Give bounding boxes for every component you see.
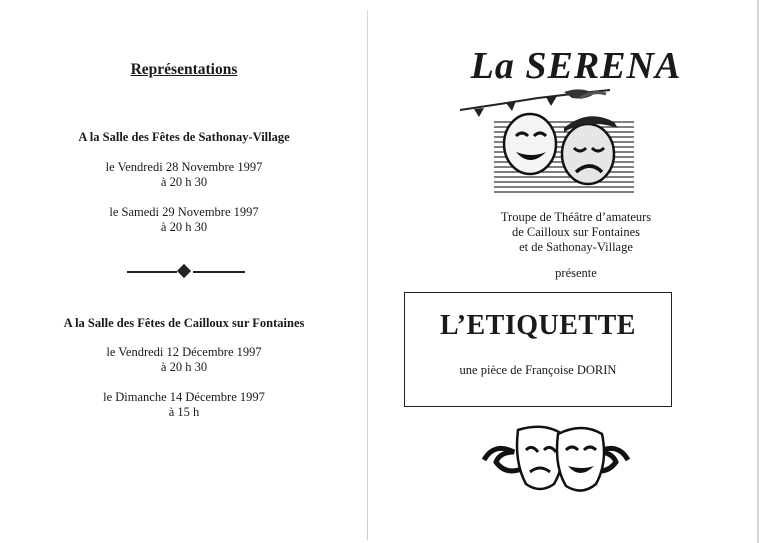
troupe-description bbox=[384, 210, 768, 255]
venue-cailloux-title: A la Salle des Fêtes de Cailloux sur Fontaines bbox=[63, 316, 305, 330]
diamond-icon bbox=[177, 264, 191, 278]
show-time: à 20 h 30 bbox=[160, 360, 208, 374]
show-date: le Dimanche 14 Décembre 1997 bbox=[103, 390, 265, 404]
show-time: à 20 h 30 bbox=[160, 220, 208, 234]
show-date: le Vendredi 12 Décembre 1997 bbox=[106, 345, 262, 359]
play-title-box bbox=[404, 292, 672, 407]
ornament-divider bbox=[127, 265, 245, 279]
company-name: La SERENA bbox=[470, 45, 682, 87]
show-date: le Samedi 29 Novembre 1997 bbox=[109, 205, 259, 219]
author-line: une pièce de Françoise DORIN bbox=[459, 363, 617, 377]
representations-heading: Représentations bbox=[130, 61, 238, 78]
show-date: le Vendredi 28 Novembre 1997 bbox=[105, 160, 263, 174]
troupe-line: de Cailloux sur Fontaines bbox=[511, 225, 641, 239]
troupe-line: Troupe de Théâtre d’amateurs bbox=[500, 210, 652, 224]
show-time: à 15 h bbox=[168, 405, 200, 419]
troupe-line: et de Sathonay-Village bbox=[519, 240, 633, 254]
presents-text: présente bbox=[555, 266, 597, 280]
theater-masks-icon bbox=[460, 88, 640, 196]
venue-sathonay-title: A la Salle des Fêtes de Sathonay-Village bbox=[78, 130, 290, 144]
show-time: à 20 h 30 bbox=[160, 175, 208, 189]
right-page bbox=[384, 0, 768, 543]
comedy-tragedy-masks-icon bbox=[478, 420, 634, 496]
play-title: L’ETIQUETTE bbox=[440, 310, 636, 341]
